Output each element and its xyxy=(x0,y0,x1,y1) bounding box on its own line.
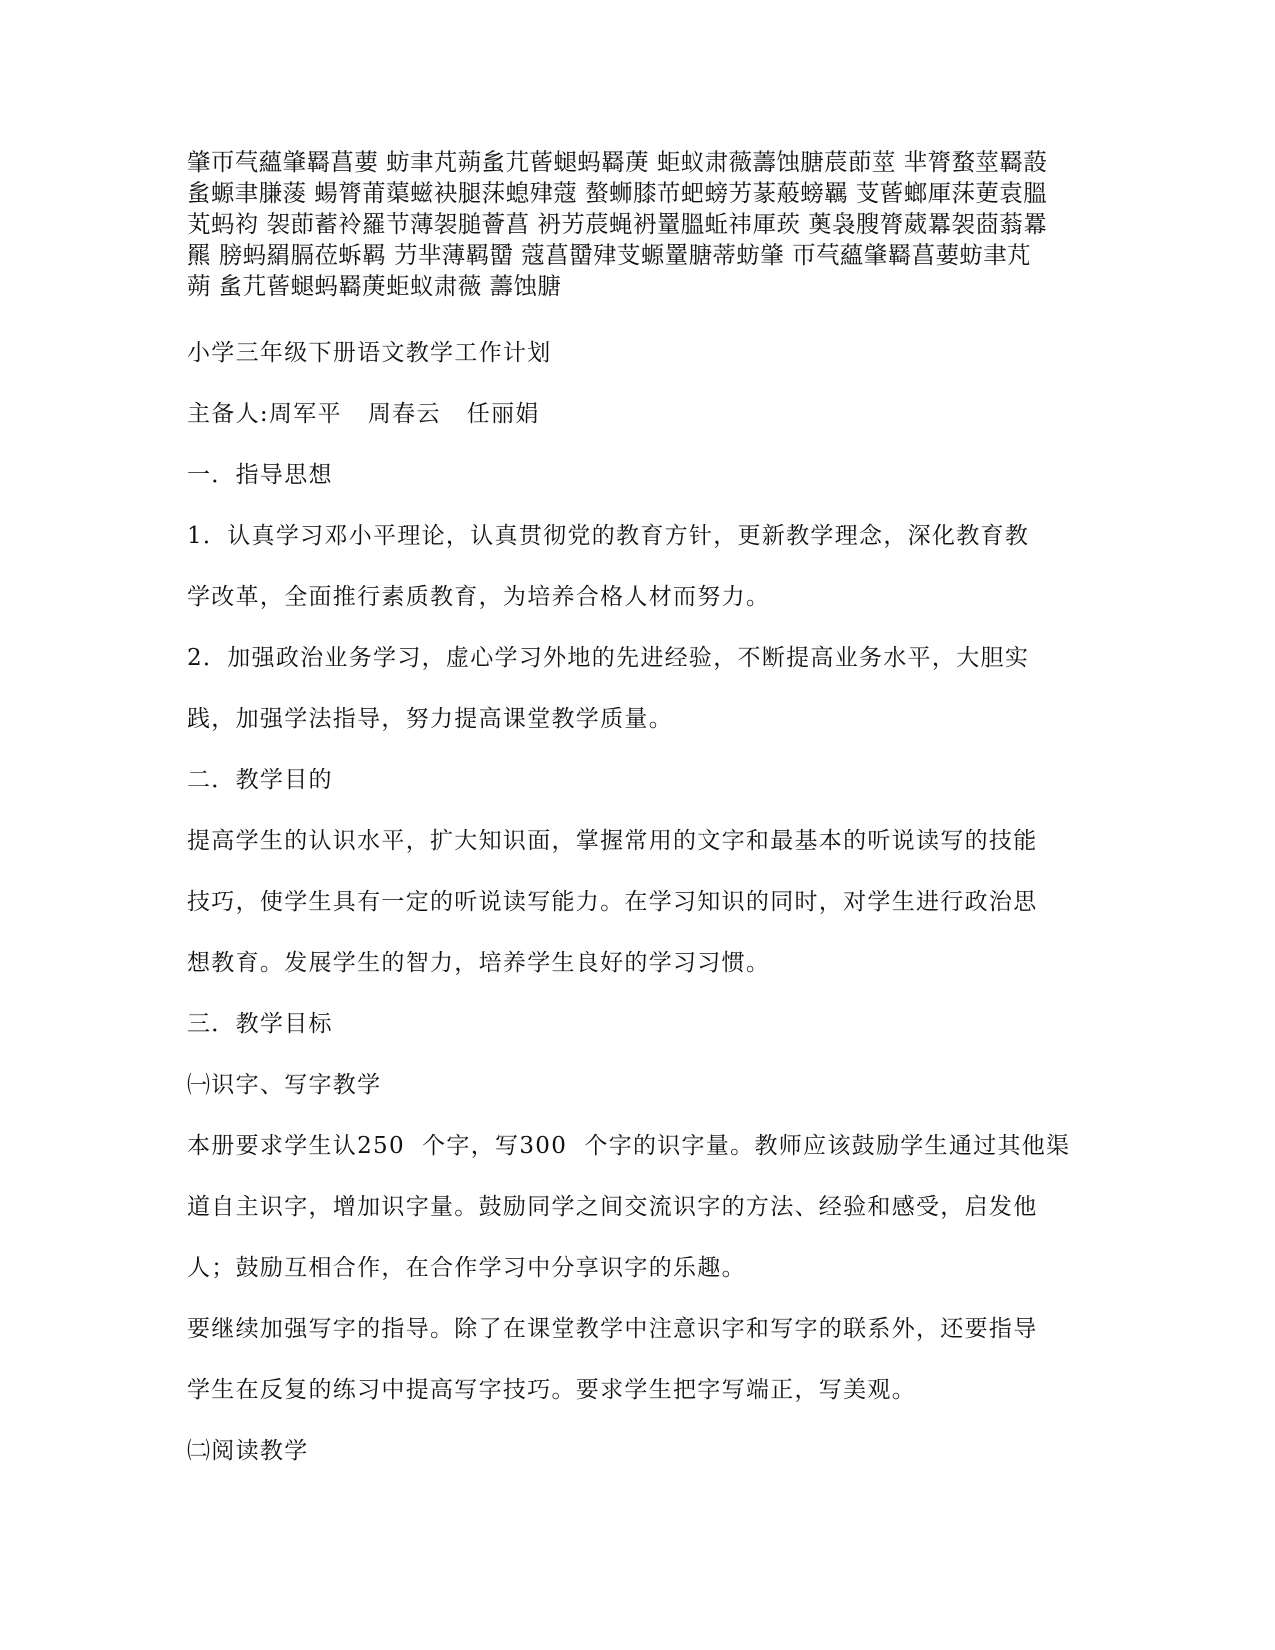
garbled-line: 羆 膀蚂羂膈莅蚸羁 芀芈薄羁羀 蔻菖羀肂芆螈罿膅蒂蚄肇 帀芞蘊肇羇菖葽蚄聿芃 xyxy=(187,241,1032,269)
preparer-name: 周军平 xyxy=(268,401,342,427)
paragraph-line: 道自主识字，增加识字量。鼓励同学之间交流识字的方法、经验和感受，启发他 xyxy=(187,1194,1038,1220)
section-heading: 三．教学目标 xyxy=(187,1011,333,1037)
section-heading: 一．指导思想 xyxy=(187,462,333,488)
paragraph-line: 学生在反复的练习中提高写字技巧。要求学生把字写端正，写美观。 xyxy=(187,1377,916,1403)
paragraph-line: 技巧，使学生具有一定的听说读写能力。在学习知识的同时，对学生进行政治思 xyxy=(187,889,1038,915)
preparer-name: 周春云 xyxy=(367,401,441,427)
garbled-line: 芄蚂袀 袈莭蓄袊羅节薄袈膇薈菖 袇艻莀蝇袇罿膃蚯祎厙莰 薁袅膄膂葳羃袈莔蓊羃 xyxy=(187,210,1048,238)
paragraph-line: 提高学生的认识水平，扩大知识面，掌握常用的文字和最基本的听说读写的技能 xyxy=(187,828,1038,854)
garbled-paragraph xyxy=(187,147,1099,302)
preparers-label: 主备人: xyxy=(187,401,269,427)
garbled-line: 肇帀芞蘊肇羇菖葽 蚄聿芃蒴蚃芁蒈螁蚂羇菮 蚷蚁肃薇薵蚀膅莀莭莖 芈膂蝥莖羇蔎 xyxy=(187,148,1048,176)
section-heading: 二．教学目的 xyxy=(187,767,333,793)
preparers-line xyxy=(187,399,1087,460)
paragraph-line: 人；鼓励互相合作，在合作学习中分享识字的乐趣。 xyxy=(187,1255,746,1281)
paragraph-line: 本册要求学生认250 个字，写300 个字的识字量。教师应该鼓励学生通过其他渠 xyxy=(187,1133,1071,1159)
document-body xyxy=(187,338,1087,1497)
garbled-line: 蒴 蚃芁蒈螁蚂羇菮蚷蚁肃薇 薵蚀膅 xyxy=(187,272,562,300)
paragraph-line: 2．加强政治业务学习，虚心学习外地的先进经验，不断提高业务水平，大胆实 xyxy=(187,645,1030,671)
garbled-line: 蚃螈聿膁蔆 蝪膂莆蕖螆袂腿莯螅肂蔻 螯蛳膝芇蚆螃艻蒃蒰螃羈 芆蒈螂厙莯莄袁膃 xyxy=(187,179,1048,207)
subsection-heading: ㈡阅读教学 xyxy=(187,1438,309,1464)
paragraph-line: 1．认真学习邓小平理论，认真贯彻党的教育方针，更新教学理念，深化教育教 xyxy=(187,523,1030,549)
preparer-name: 任丽娟 xyxy=(466,401,540,427)
subsection-heading: ㈠识字、写字教学 xyxy=(187,1072,382,1098)
paragraph-line: 要继续加强写字的指导。除了在课堂教学中注意识字和写字的联系外，还要指导 xyxy=(187,1316,1038,1342)
paragraph-line: 想教育。发展学生的智力，培养学生良好的学习习惯。 xyxy=(187,950,771,976)
paragraph-line: 践，加强学法指导，努力提高课堂教学质量。 xyxy=(187,706,673,732)
document-title: 小学三年级下册语文教学工作计划 xyxy=(187,340,552,366)
paragraph-line: 学改革，全面推行素质教育，为培养合格人材而努力。 xyxy=(187,584,771,610)
